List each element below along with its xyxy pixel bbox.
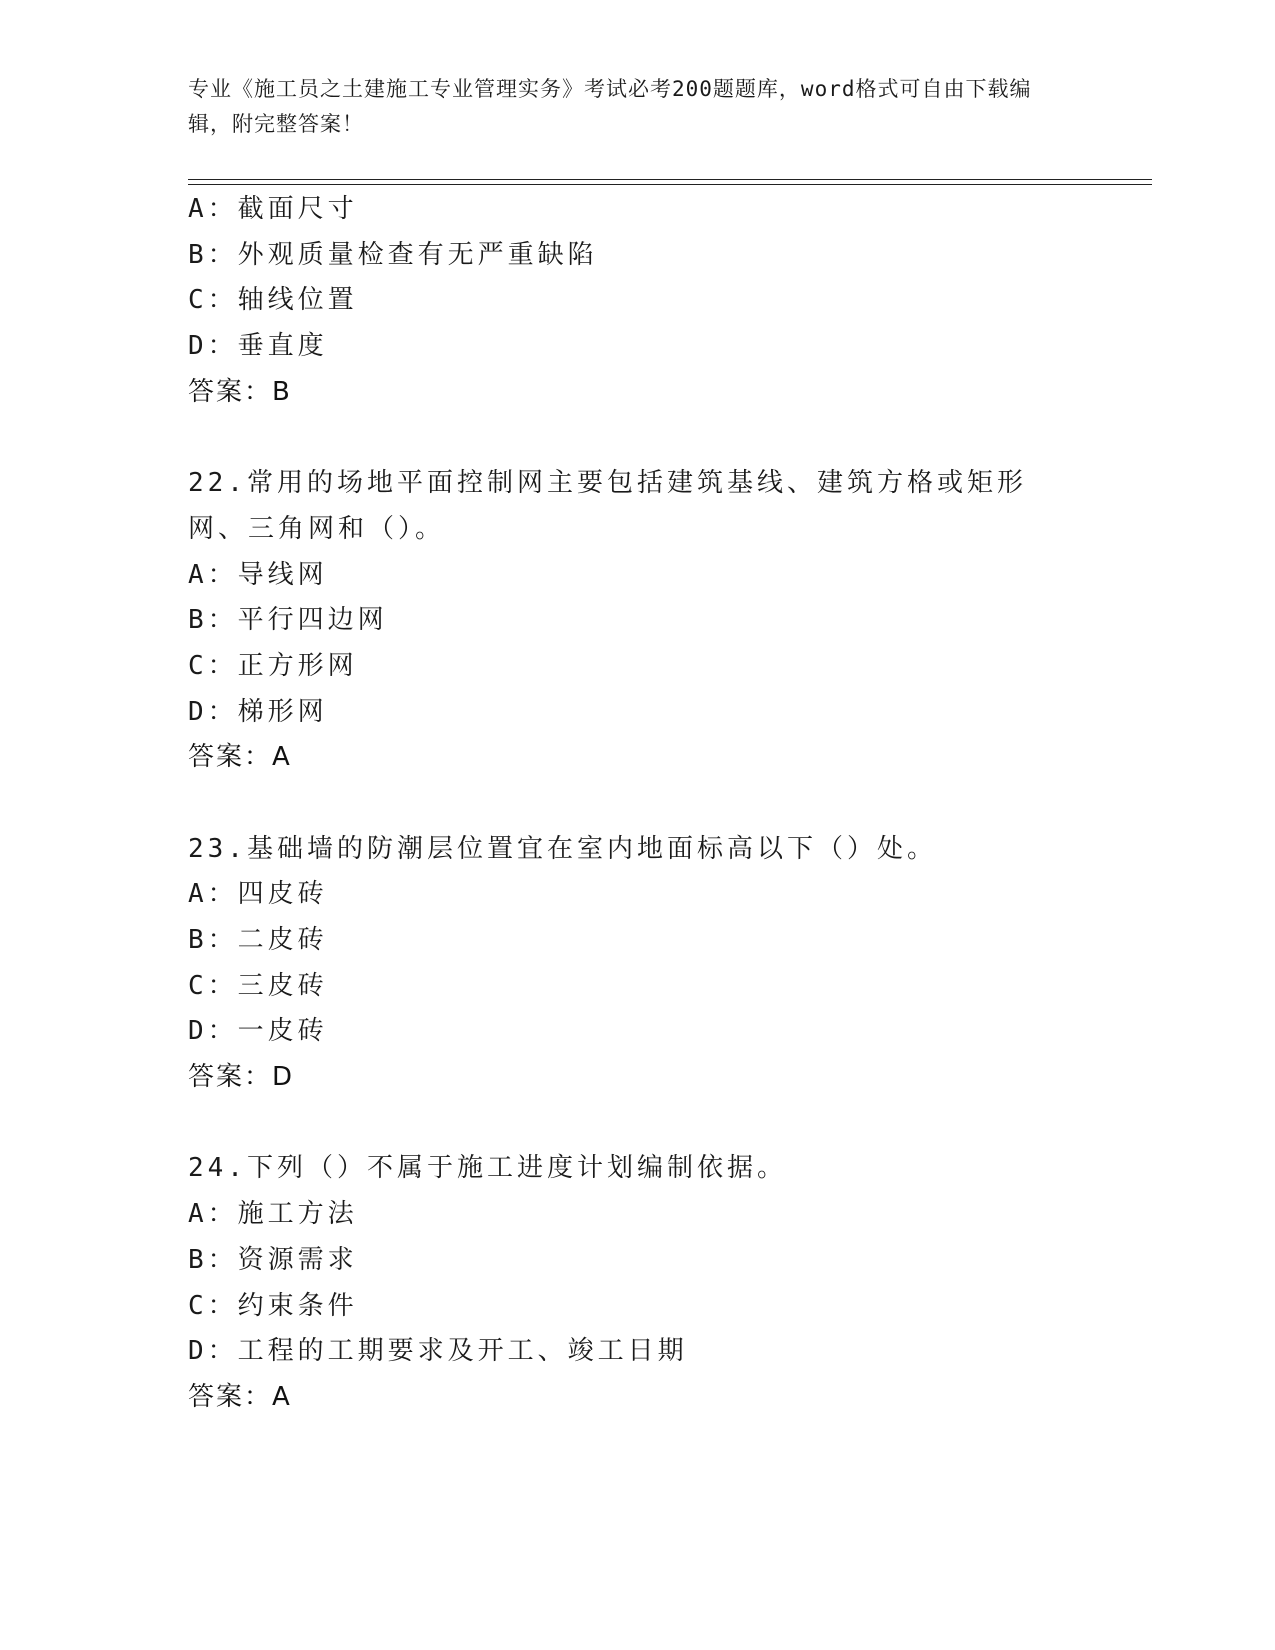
option-c: C：三皮砖 [188,970,328,1001]
option-a: A：施工方法 [188,1199,358,1230]
option-b: B：资源需求 [188,1244,358,1275]
question-stem: 23.基础墙的防潮层位置宜在室内地面标高以下（）处。 [188,833,937,864]
question-block-24 [188,1146,1088,1420]
option-c: C：约束条件 [188,1290,358,1321]
question-block-22 [188,461,1088,781]
question-stem: 22.常用的场地平面控制网主要包括建筑基线、建筑方格或矩形网、三角网和（）。 [188,468,1027,544]
spacer [188,781,1088,827]
option-a: A：截面尺寸 [188,194,358,224]
answer-line: 答案：A [188,1381,292,1412]
answer-line: 答案：D [188,1062,295,1093]
answer-line: 答案：B [188,376,292,407]
header-divider-bottom [188,184,1152,185]
option-a: A：四皮砖 [188,879,328,910]
question-list [188,187,1088,1421]
option-c: C：轴线位置 [188,285,358,316]
question-block-21 [188,187,1088,415]
option-b: B：平行四边网 [188,605,388,636]
header-divider-top [188,179,1152,180]
spacer [188,415,1088,461]
document-header: 专业《施工员之土建施工专业管理实务》考试必考200题题库，word格式可自由下载编辑，附完整答案！ [188,77,1032,136]
option-a: A：导线网 [188,559,328,590]
option-d: D：一皮砖 [188,1016,328,1047]
option-d: D：垂直度 [188,331,328,362]
option-d: D：梯形网 [188,696,328,727]
option-b: B：外观质量检查有无严重缺陷 [188,239,598,270]
option-d: D：工程的工期要求及开工、竣工日期 [188,1336,688,1367]
option-b: B：二皮砖 [188,925,328,956]
option-c: C：正方形网 [188,650,358,681]
answer-line: 答案：A [188,742,292,773]
question-stem: 24.下列（）不属于施工进度计划编制依据。 [188,1153,787,1184]
question-block-23 [188,827,1088,1101]
spacer [188,1101,1088,1147]
